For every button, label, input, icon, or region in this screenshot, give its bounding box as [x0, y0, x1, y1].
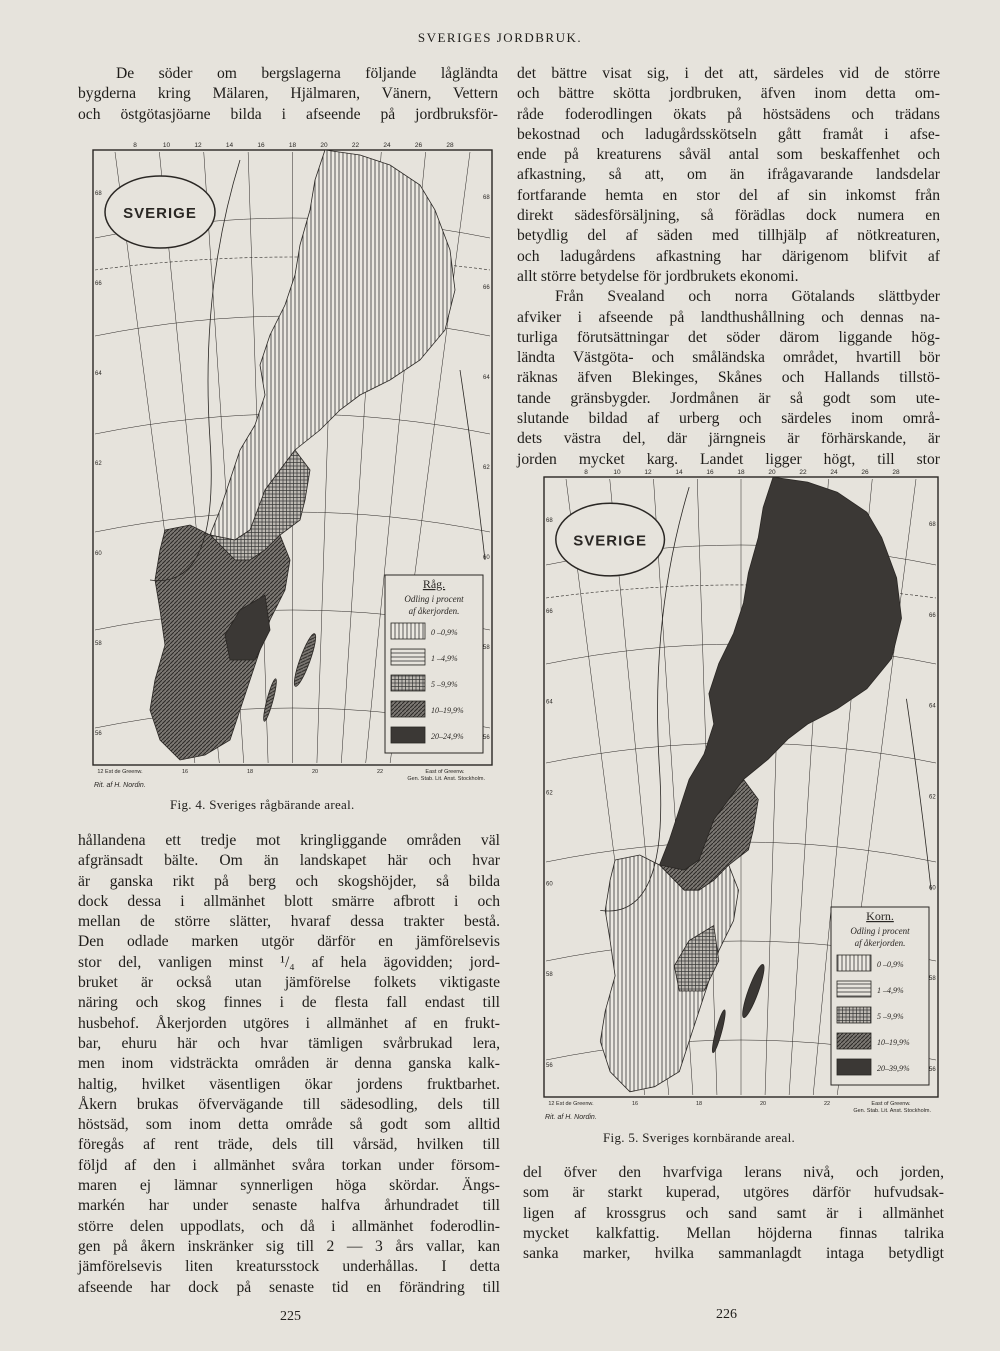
map-credit-printer: Gen. Stab. Lit. Anst. Stockholm.	[853, 1108, 931, 1114]
text-line: bygderna kring Mälaren, Hjälmaren, Vänern, Vettern	[78, 85, 498, 103]
finland-coastline	[906, 699, 931, 890]
figure-4-rye-map	[90, 140, 495, 790]
legend-label: 10–19,9%	[877, 1038, 910, 1047]
legend-swatch	[837, 1033, 871, 1049]
latitude-tick-label: 58	[483, 645, 490, 651]
latitude-tick-label: 68	[546, 518, 553, 524]
longitude-tick-label: 18	[288, 142, 297, 149]
latitude-tick-label: 64	[546, 699, 553, 706]
map-rye-svg	[90, 140, 495, 790]
longitude-tick-label: 18	[737, 469, 745, 476]
oland-island	[261, 678, 278, 722]
figure-4-caption: Fig. 4. Sveriges rågbärande areal.	[170, 797, 355, 812]
bottom-tick-label: 18	[246, 769, 254, 775]
bottom-tick-label: 22	[376, 769, 384, 775]
text-line: Från Svealand och norra Götalands slättbyder	[555, 288, 940, 306]
longitude-tick-label: 28	[892, 469, 900, 476]
legend-label: 0 –0,9%	[877, 960, 904, 969]
bottom-tick-label: 18	[695, 1101, 703, 1107]
bottom-tick-label: 22	[823, 1101, 831, 1107]
bottom-tick-label: 16	[181, 769, 189, 775]
text-line: näring och skog finnes i de flesta fall endast till	[78, 994, 500, 1012]
legend-swatch	[837, 1007, 871, 1023]
finland-coastline	[460, 370, 485, 560]
text-line: jämförelsevis liten kreatursstock underhållas. I detta	[78, 1258, 500, 1276]
latitude-tick-label: 68	[929, 522, 936, 528]
bottom-tick-label: 20	[311, 769, 319, 775]
bottom-tick-label: East of Greenw.	[425, 769, 465, 775]
latitude-tick-label: 58	[95, 641, 102, 647]
latitude-tick-label: 66	[929, 612, 936, 619]
text-line: mycket kalkfattig. Mellan höjderna finnas talrika	[523, 1224, 944, 1242]
legend-swatch	[391, 675, 425, 691]
text-line: ligen af krossgrus och sand samt är i allmänhet	[523, 1204, 944, 1222]
map-credit-drawer: Rit. af H. Nordin.	[545, 1114, 597, 1121]
legend-label: 1 –4,9%	[877, 986, 904, 995]
text-line: hållandena ett tredje mot kringliggande områden väl	[78, 832, 500, 849]
region-south-low	[600, 855, 738, 1092]
text-line: ende på kreaturens såväl antal som beskaffenhet och	[517, 146, 940, 164]
longitude-tick-label: 12	[194, 142, 202, 149]
text-line: bekostnad och ladugårdsskötseln gått framåt i afse-	[517, 125, 940, 143]
text-line: sanka marker, hvilka sammanlagdt intaga betydligt	[523, 1245, 944, 1263]
legend-label: 0 –0,9%	[431, 628, 458, 637]
longitude-tick-label: 26	[414, 142, 423, 149]
text-line: och bättre skötta jordbruken, äfven inom detta om-	[517, 85, 940, 103]
gotland-island	[739, 963, 768, 1019]
text-line: bruket är också utan jämförelse folkets viktigaste	[78, 974, 500, 992]
text-line: direkt sädesförsäljning, så förädlas dock numera en	[517, 207, 940, 225]
text-line: tande gränsbygder. Jordmånen är så godt som ute-	[517, 389, 940, 407]
text-line: markén har under senaste halfva århundradet till	[78, 1197, 500, 1215]
text-line: höstsäd, som inom detta område så godt som alltid	[78, 1116, 500, 1134]
legend-swatch	[391, 623, 425, 639]
latitude-tick-label: 56	[483, 735, 490, 741]
text-line: allt större betydelse för jordbrukets ekonomi.	[517, 267, 799, 285]
latitude-tick-label: 62	[546, 790, 553, 797]
longitude-tick-label: 22	[351, 142, 360, 149]
bottom-tick-label: 20	[759, 1101, 767, 1107]
longitude-tick-label: 10	[613, 469, 621, 476]
country-label: SVERIGE	[573, 532, 647, 550]
text-line: del öfver den hvarfviga lerans nivå, och jorden,	[523, 1164, 944, 1181]
legend-label: 20–39,9%	[877, 1064, 910, 1073]
legend-label: 10–19,9%	[431, 706, 464, 715]
text-line: men inom vidsträckta områden är denna ganska kalk-	[78, 1055, 500, 1073]
latitude-tick-label: 58	[929, 976, 936, 983]
text-line: turliga förutsättningar det söder därom liggande hög-	[517, 328, 940, 346]
latitude-tick-label: 60	[483, 555, 490, 561]
text-line: afseende har dock på senaste tid en förändring till	[78, 1278, 500, 1296]
latitude-tick-label: 64	[95, 371, 102, 377]
legend-swatch	[391, 727, 425, 743]
longitude-tick-label: 14	[675, 469, 683, 476]
map-credit-drawer: Rit. af H. Nordin.	[94, 782, 146, 789]
latitude-tick-label: 58	[546, 972, 553, 979]
bottom-tick-label: 12 Est de Greenw.	[97, 769, 143, 775]
latitude-tick-label: 68	[95, 191, 102, 197]
latitude-tick-label: 68	[483, 195, 490, 201]
page-number-right: 226	[716, 1307, 737, 1322]
text-line: stor del, vanligen minst ¹/₄ af hela ägovidden; jord-	[78, 953, 500, 971]
legend-label: 5 –9,9%	[431, 680, 458, 689]
region-north-low	[210, 150, 455, 540]
legend-swatch	[837, 981, 871, 997]
text-line: fortfarande hemta en stor del af sin inkomst från	[517, 186, 940, 204]
latitude-tick-label: 62	[483, 465, 490, 471]
latitude-tick-label: 64	[483, 375, 490, 381]
text-line: gen på åkern inskränker sig till 2 — 3 års vallar, kan	[78, 1237, 500, 1255]
latitude-tick-label: 60	[929, 885, 936, 892]
text-line: afgränsadt bälte. Om än landskapet här och hvar	[78, 852, 500, 870]
longitude-tick-label: 20	[320, 142, 328, 149]
bottom-tick-label: East of Greenw.	[871, 1101, 911, 1107]
legend-subtitle: Odling i procent	[404, 594, 464, 604]
longitude-tick-label: 28	[446, 142, 454, 149]
text-line: ländta Västgöta- och småländska området, hvartill bör	[517, 349, 940, 367]
legend-swatch	[837, 1059, 871, 1075]
text-line: slutande bildad af urberg och särdeles inom områ-	[517, 410, 940, 428]
longitude-tick-label: 8	[584, 469, 588, 476]
left-bottom-text	[78, 831, 500, 1298]
map-barley-svg	[541, 467, 941, 1122]
text-line: är ganska rikt på berg och skogshöjder, så bilda	[78, 872, 500, 890]
text-line: dets västra del, där järngneis är förhärskande, är	[517, 430, 940, 448]
text-line: maren ej lämnar synnerligen höga skördar. Ängs-	[78, 1177, 500, 1195]
legend-swatch	[391, 701, 425, 717]
region-north-highest	[660, 477, 902, 870]
longitude-tick-label: 26	[861, 469, 869, 476]
right-top-text	[517, 64, 940, 470]
text-line: större delen uppodlats, och då i allmänhet foderodlin-	[78, 1217, 500, 1235]
legend-label: 20–24,9%	[431, 732, 464, 741]
text-line: råde foderodlingen ökats på höstsädens och trädans	[517, 105, 940, 123]
text-line: räknas äfven Blekinges, Skånes och Hallands tillstö-	[517, 369, 940, 387]
legend-subtitle: af åkerjorden.	[854, 938, 906, 948]
text-line: dock dessa i allmänhet blott smärre afbrott i och	[78, 892, 500, 910]
legend-swatch	[837, 955, 871, 971]
legend-label: 1 –4,9%	[431, 654, 458, 663]
running-head: SVERIGES JORDBRUK.	[417, 30, 583, 45]
legend-label: 5 –9,9%	[877, 1012, 904, 1021]
latitude-tick-label: 62	[95, 461, 102, 467]
text-line: De söder om bergslagerna följande lågländta	[116, 65, 498, 82]
map-credit-printer: Gen. Stab. Lit. Anst. Stockholm.	[407, 776, 485, 782]
legend-title: Korn.	[866, 909, 894, 923]
text-line: föregås af rent träde, dels till vårsäd, hvilken till	[78, 1136, 500, 1154]
longitude-tick-label: 10	[162, 142, 171, 149]
text-line: husbehof. Åkerjorden utgöres i allmänhet af en frukt-	[78, 1014, 500, 1032]
text-line: som är starkt kuperad, utgöres därför hufvudsak-	[523, 1184, 944, 1202]
text-line: afkastning, så att, om än ifrågavarande landsdelar	[517, 166, 940, 184]
text-line: jorden mycket karg. Landet ligger högt, till stor	[517, 450, 940, 468]
latitude-tick-label: 60	[546, 881, 553, 888]
longitude-tick-label: 16	[257, 142, 265, 149]
text-line: följd af den i allmänhet svåra torkan under försom-	[78, 1156, 500, 1174]
text-line: och ladugårdens afkastning har därigenom blifvit af	[517, 247, 940, 265]
longitude-tick-label: 24	[383, 142, 391, 149]
text-line: och östgötasjöarne bilda i afseende på jordbruksför-	[78, 105, 498, 123]
longitude-tick-label: 12	[644, 469, 652, 476]
longitude-tick-label: 24	[830, 469, 838, 476]
legend-subtitle: af åkerjorden.	[408, 606, 460, 616]
longitude-tick-label: 14	[225, 142, 234, 149]
latitude-tick-label: 60	[95, 551, 102, 557]
latitude-tick-label: 56	[546, 1063, 553, 1069]
text-line: betydlig del af säden med tillhjälp af nötkreaturen,	[517, 227, 940, 245]
longitude-tick-label: 16	[706, 469, 714, 476]
bottom-tick-label: 12 Est de Greenw.	[548, 1101, 594, 1107]
latitude-tick-label: 66	[546, 608, 553, 615]
latitude-tick-label: 62	[929, 794, 936, 801]
text-line: bar, ehuru här och hvar tämligen svårbrukad lera,	[78, 1034, 500, 1052]
latitude-tick-label: 66	[483, 285, 490, 291]
left-top-text	[78, 64, 498, 125]
bottom-tick-label: 16	[631, 1101, 639, 1107]
latitude-tick-label: 64	[929, 703, 936, 710]
text-line: Åkern brukas öfvervägande till sädesodling, dels till	[78, 1095, 500, 1113]
legend-title: Råg.	[422, 577, 446, 591]
text-line: mellan de större slätter, hvaraf dessa trakter bestå.	[78, 913, 500, 931]
text-line: haltig, hvilket väsentligen ökar jordens fruktbarhet.	[78, 1075, 500, 1093]
region-south-high	[150, 525, 290, 760]
page-number-left: 225	[280, 1309, 301, 1324]
longitude-tick-label: 8	[133, 142, 137, 149]
country-label: SVERIGE	[123, 205, 197, 222]
right-bottom-text	[523, 1163, 944, 1264]
gotland-island	[291, 632, 320, 688]
text-line: Den odlade marken utgör därför en jämförelsevis	[78, 933, 500, 951]
figure-5-caption: Fig. 5. Sveriges kornbärande areal.	[603, 1130, 796, 1145]
text-line: det bättre visat sig, i det att, särdeles vid de större	[517, 65, 940, 82]
latitude-tick-label: 66	[95, 281, 102, 287]
oland-island	[710, 1009, 727, 1053]
latitude-tick-label: 56	[95, 731, 102, 737]
text-line: afviker i afseende på landthushållning och dennas na-	[517, 308, 940, 326]
figure-5-barley-map	[541, 467, 941, 1122]
longitude-tick-label: 20	[768, 469, 776, 476]
longitude-tick-label: 22	[799, 469, 807, 476]
legend-swatch	[391, 649, 425, 665]
latitude-tick-label: 56	[929, 1067, 936, 1073]
legend-subtitle: Odling i procent	[850, 926, 910, 936]
